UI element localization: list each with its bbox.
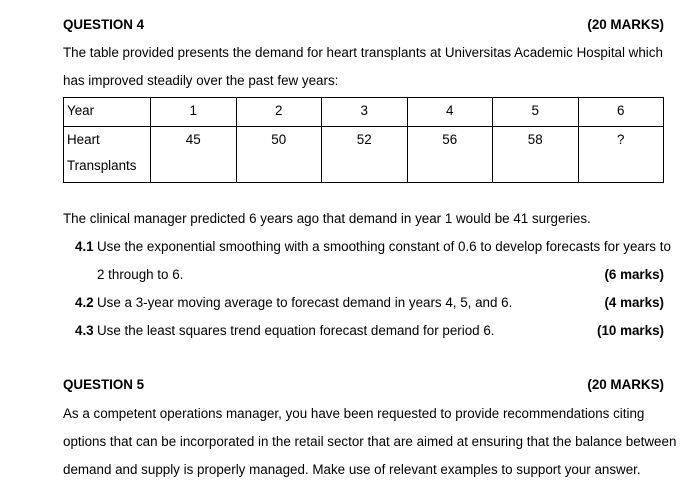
question-4-title: QUESTION 4: [63, 17, 145, 32]
table-cell-year: 6: [578, 98, 664, 127]
sub-question-marks: (4 marks): [604, 295, 664, 310]
question-5-text-line-2: options that can be incorporated in the retail sector that are aimed at ensuring that the balance between: [63, 434, 677, 449]
table-cell-year: 4: [407, 98, 493, 127]
question-4-intro-line-1: The table provided presents the demand for heart transplants at Universitas Academic Hospital which: [63, 45, 663, 60]
table-cell-demand: 56: [407, 127, 493, 183]
sub-question-text: Use the least squares trend equation forecast demand for period 6.: [97, 323, 495, 338]
question-4-marks: (20 MARKS): [587, 17, 664, 32]
demand-table: [63, 97, 664, 183]
prediction-text: The clinical manager predicted 6 years ago that demand in year 1 would be 41 surgeries.: [63, 211, 591, 226]
table-header-demand-line-1: Heart: [67, 132, 100, 147]
table-row-demand: [64, 127, 664, 183]
table-header-demand: [64, 127, 151, 183]
sub-question-marks: (6 marks): [604, 267, 664, 282]
table-cell-demand: 50: [236, 127, 322, 183]
table-header-demand-line-2: Transplants: [67, 158, 137, 173]
table-cell-year: 3: [322, 98, 408, 127]
sub-question-text: Use a 3-year moving average to forecast demand in years 4, 5, and 6.: [97, 295, 513, 310]
table-cell-demand: ?: [578, 127, 664, 183]
question-4-intro-line-2: has improved steadily over the past few years:: [63, 73, 339, 88]
sub-question-number: 4.1: [75, 239, 94, 254]
question-5-text-line-1: As a competent operations manager, you have been requested to provide recommendations citing: [63, 406, 645, 421]
sub-question-text-line-1: Use the exponential smoothing with a smoothing constant of 0.6 to develop forecasts for years to: [97, 239, 671, 254]
sub-question-marks: (10 marks): [597, 323, 664, 338]
question-5-marks: (20 MARKS): [587, 377, 664, 392]
table-cell-year: 5: [493, 98, 579, 127]
table-cell-year: 2: [236, 98, 322, 127]
sub-question-number: 4.3: [75, 323, 94, 338]
table-cell-year: 1: [151, 98, 237, 127]
question-5-title: QUESTION 5: [63, 377, 145, 392]
table-cell-demand: 58: [493, 127, 579, 183]
sub-question-number: 4.2: [75, 295, 94, 310]
table-cell-demand: 52: [322, 127, 408, 183]
question-5-text-line-3: demand and supply is properly managed. Make use of relevant examples to support your answer.: [63, 462, 641, 477]
table-row-year: [64, 98, 664, 127]
table-header-year: Year: [64, 98, 151, 127]
sub-question-text-line-2: 2 through to 6.: [97, 267, 184, 282]
table-cell-demand: 45: [151, 127, 237, 183]
